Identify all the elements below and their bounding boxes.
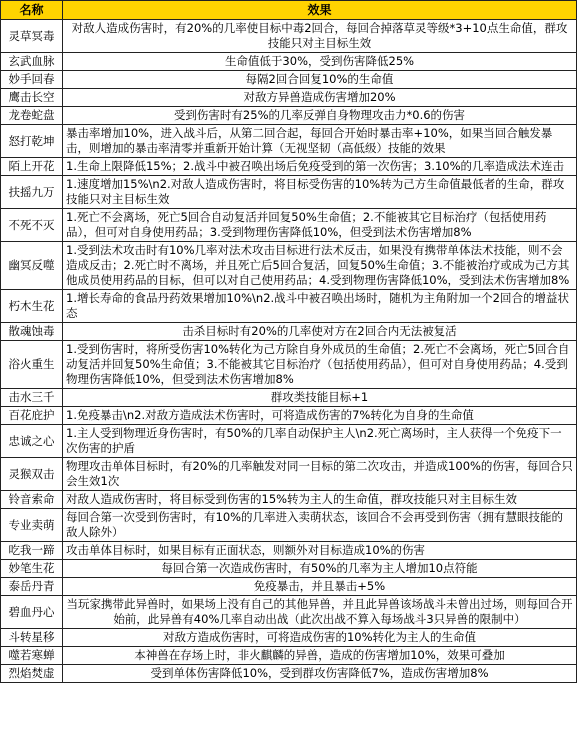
skill-name: 泰岳丹青 (1, 578, 63, 596)
table-row (1, 647, 577, 665)
table-row (1, 125, 577, 158)
skill-name: 吃我一蹄 (1, 542, 63, 560)
skill-name: 陌上开花 (1, 158, 63, 176)
skill-effect: 攻击单体目标时，如果目标有正面状态，则额外对目标造成10%的伤害 (63, 542, 577, 560)
skill-name: 扶摇九万 (1, 176, 63, 209)
table-row (1, 107, 577, 125)
table-row (1, 71, 577, 89)
table-row (1, 389, 577, 407)
table-row (1, 665, 577, 683)
skill-effect: 1.主人受到物理近身伤害时，有50%的几率自动保护主人\n2.死亡离场时，主人获得一个免疫下一次伤害的护盾 (63, 425, 577, 458)
skill-effect: 1.免疫暴击\n2.对敌方造成法术伤害时，可将造成伤害的7%转化为自身的生命值 (63, 407, 577, 425)
skill-effect: 每回合第一次造成伤害时，有50%的几率为主人增加10点符能 (63, 560, 577, 578)
skill-effect: 当玩家携带此异兽时，如果场上没有自己的其他异兽，并且此异兽该场战斗未曾出过场，则每回合开始前，此异兽有40%几率自动出战（此次出战不算入每场战斗3只异兽的限制中） (63, 596, 577, 629)
table-row (1, 323, 577, 341)
skill-effect: 1.生命上限降低15%；2.战斗中被召唤出场后免疫受到的第一次伤害；3.10%的几率造成法术连击 (63, 158, 577, 176)
table-row (1, 509, 577, 542)
skill-effect: 1.受到伤害时，将所受伤害10%转化为己方除自身外成员的生命值；2.死亡不会离场，死亡5回合自动复活并回复50%生命值；3.不能被其它目标治疗（包括使用药品），但可对自身使用药品；4.受到物理伤害降低10%，但受到法术伤害增加8% (63, 341, 577, 389)
table-body (1, 20, 577, 683)
skill-name: 龙卷蛇盘 (1, 107, 63, 125)
skill-effect: 免疫暴击，并且暴击+5% (63, 578, 577, 596)
skill-name: 朽木生花 (1, 290, 63, 323)
skill-effect: 1.速度增加15%\n2.对敌人造成伤害时，将目标受伤害的10%转为己方生命值最低者的生命，群攻技能只对主目标生效 (63, 176, 577, 209)
table-row (1, 596, 577, 629)
skill-effect: 受到单体伤害降低10%，受到群攻伤害降低7%，造成伤害增加8% (63, 665, 577, 683)
table-row (1, 53, 577, 71)
table-header-row (1, 1, 577, 20)
skill-effect: 1.增长寿命的食品丹药效果增加10%\n2.战斗中被召唤出场时，随机为主角附加一个2回合的增益状态 (63, 290, 577, 323)
table-row (1, 341, 577, 389)
skill-effect: 本神兽在存场上时，非火麒麟的异兽，造成的伤害增加10%，效果可叠加 (63, 647, 577, 665)
table-row (1, 578, 577, 596)
table-row (1, 242, 577, 290)
skill-name: 灵猴双击 (1, 458, 63, 491)
skill-effect: 对敌方造成伤害时，可将造成伤害的10%转化为主人的生命值 (63, 629, 577, 647)
skill-name: 幽冥反噬 (1, 242, 63, 290)
skill-effect: 1.死亡不会离场，死亡5回合自动复活并回复50%生命值；2.不能被其它目标治疗（包括使用药品），但可对自身使用药品；3.受到物理伤害降低10%，但受到法术伤害增加8% (63, 209, 577, 242)
skill-effect: 对敌方异兽造成伤害增加20% (63, 89, 577, 107)
skill-name: 不死不灭 (1, 209, 63, 242)
skill-name: 击水三千 (1, 389, 63, 407)
skill-effect: 每回合第一次受到伤害时，有10%的几率进入卖萌状态，该回合不会再受到伤害（拥有慧眼技能的敌人除外） (63, 509, 577, 542)
skill-name: 专业卖萌 (1, 509, 63, 542)
skill-name: 妙手回春 (1, 71, 63, 89)
skill-name: 烈焰焚虚 (1, 665, 63, 683)
table-row (1, 176, 577, 209)
table-row (1, 407, 577, 425)
table-row (1, 458, 577, 491)
skill-name: 怒打乾坤 (1, 125, 63, 158)
skill-effect: 生命值低于30%，受到伤害降低25% (63, 53, 577, 71)
skill-name: 灵草冥毒 (1, 20, 63, 53)
skill-name: 碧血丹心 (1, 596, 63, 629)
skill-effect: 群攻类技能目标+1 (63, 389, 577, 407)
skill-effect: 击杀目标时有20%的几率使对方在2回合内无法被复活 (63, 323, 577, 341)
table-row (1, 89, 577, 107)
table-row (1, 290, 577, 323)
column-header-name: 名称 (1, 1, 63, 20)
skill-name: 浴火重生 (1, 341, 63, 389)
skill-effect: 受到伤害时有25%的几率反弹自身物理攻击力*0.6的伤害 (63, 107, 577, 125)
skill-name: 斗转星移 (1, 629, 63, 647)
table-row (1, 425, 577, 458)
skill-name: 忠诚之心 (1, 425, 63, 458)
table-row (1, 209, 577, 242)
skill-effect: 暴击率增加10%，进入战斗后，从第二回合起，每回合开始时暴击率+10%，如果当回合触发暴击，则增加的暴击率清零并重新开始计算（无视坚韧（高低级）技能的效果 (63, 125, 577, 158)
table-row (1, 20, 577, 53)
skill-effect: 对敌人造成伤害时，将目标受到伤害的15%转为主人的生命值，群攻技能只对主目标生效 (63, 491, 577, 509)
table-row (1, 629, 577, 647)
skill-name: 铃音索命 (1, 491, 63, 509)
skill-effect: 物理攻击单体目标时，有20%的几率触发对同一目标的第二次攻击，并造成100%的伤害，每回合只会生效1次 (63, 458, 577, 491)
column-header-effect: 效果 (63, 1, 577, 20)
skill-name: 鹰击长空 (1, 89, 63, 107)
skill-effect: 每隔2回合回复10%的生命值 (63, 71, 577, 89)
skill-name: 百花庇护 (1, 407, 63, 425)
table-row (1, 491, 577, 509)
skill-name: 玄武血脉 (1, 53, 63, 71)
skill-effect: 1.受到法术攻击时有10%几率对法术攻击目标进行法术反击，如果没有携带单体法术技能，则不会造成反击；2.死亡时不离场，并且死亡后5回合复活，回复50%生命值；3.不能被治疗或成为己方其他成员使用药品的目标，但可以对自己使用药品；4.受到物理伤害降低10%，受到法术伤害增加8% (63, 242, 577, 290)
skill-effect: 对敌人造成伤害时，有20%的几率使目标中毒2回合，每回合掉落草灵等级*3+10点生命值，群攻技能只对主目标生效 (63, 20, 577, 53)
skill-name: 噬若寒蝉 (1, 647, 63, 665)
skill-name: 散魂蚀毒 (1, 323, 63, 341)
table-row (1, 158, 577, 176)
table-row (1, 560, 577, 578)
table-row (1, 542, 577, 560)
skill-name: 妙笔生花 (1, 560, 63, 578)
